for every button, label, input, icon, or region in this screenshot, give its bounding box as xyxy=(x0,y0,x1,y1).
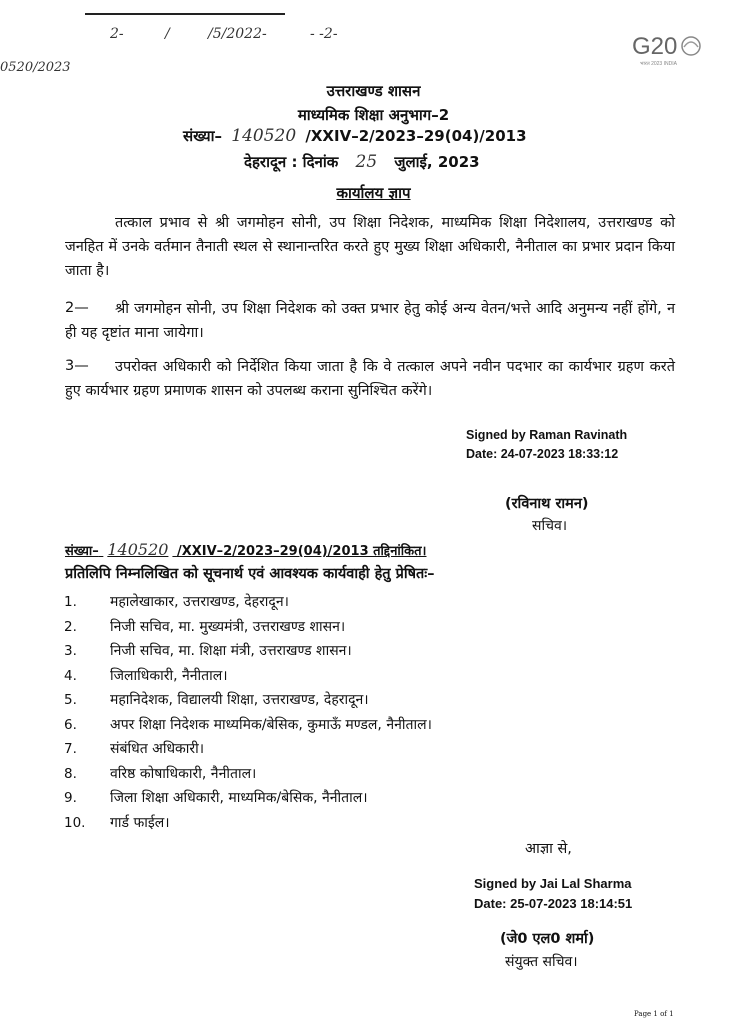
order-number xyxy=(183,126,527,146)
signature-2-signed-by: Signed by Jai Lal Sharma xyxy=(474,876,632,891)
list-item-number: 4. xyxy=(64,668,77,684)
order-number-handwritten: 140520 xyxy=(231,126,297,146)
list-item: अपर शिक्षा निदेशक माध्यमिक/बेसिक, कुमाऊँ मण्डल, नैनीताल। xyxy=(110,717,432,733)
signature-1-date: Date: 24-07-2023 18:33:12 xyxy=(466,447,619,461)
paragraph-2-number: 2— xyxy=(65,300,89,316)
list-item-number: 9. xyxy=(64,790,77,806)
copy-reference-prefix: संख्या– xyxy=(65,544,99,559)
list-item: जिला शिक्षा अधिकारी, माध्यमिक/बेसिक, नैनीताल। xyxy=(110,790,368,806)
signature-1-signed-by: Signed by Raman Ravinath xyxy=(466,428,628,442)
list-item: वरिष्ठ कोषाधिकारी, नैनीताल। xyxy=(110,766,257,782)
paragraph-3-number: 3— xyxy=(65,358,89,374)
paragraph-3: उपरोक्त अधिकारी को निर्देशित किया जाता है कि वे तत्काल अपने नवीन पदभार का कार्यभार ग्रहण करते हुए कार्यभार ग्रहण प्रमाणक शासन को उपलब्ध कराना सुनिश्चित करेंगे। xyxy=(65,359,675,399)
list-item: गार्ड फाईल। xyxy=(110,815,170,831)
copy-reference xyxy=(65,540,426,559)
margin-reference: 0520/2023 xyxy=(0,60,71,75)
list-item-number: 3. xyxy=(64,643,77,659)
signature-1-designation: सचिव। xyxy=(532,518,568,534)
copy-reference-handwritten: 140520 xyxy=(107,540,169,559)
list-item: निजी सचिव, मा. मुख्यमंत्री, उत्तराखण्ड शासन। xyxy=(110,619,346,635)
place-date xyxy=(244,152,480,172)
handwritten-ref-part3: /5/2022- xyxy=(208,26,267,42)
g20-logo-text: G20 xyxy=(632,33,678,60)
list-item-number: 6. xyxy=(64,717,77,733)
copy-reference-suffix: /XXIV–2/2023–29(04)/2013 तद्दिनांकित। xyxy=(176,544,427,559)
order-number-prefix: संख्या– xyxy=(183,127,223,145)
signature-2-designation: संयुक्त सचिव। xyxy=(505,954,578,970)
signature-2-date: Date: 25-07-2023 18:14:51 xyxy=(474,896,633,911)
org-name: उत्तराखण्ड शासन xyxy=(326,82,421,100)
memo-title: कार्यालय ज्ञाप xyxy=(336,184,411,202)
list-item: निजी सचिव, मा. शिक्षा मंत्री, उत्तराखण्ड शासन। xyxy=(110,643,352,659)
handwritten-ref-part4: - -2- xyxy=(310,26,338,42)
list-item-number: 1. xyxy=(64,594,77,610)
by-order: आज्ञा से, xyxy=(525,841,572,857)
place-date-prefix: देहरादून : दिनांक xyxy=(244,153,339,171)
paragraph-2: श्री जगमोहन सोनी, उप शिक्षा निदेशक को उक्त प्रभार हेतु कोई अन्य वेतन/भत्ते आदि अनुमन्य नहीं होंगे, न ही यह दृष्टांत माना जायेगा। xyxy=(65,301,675,341)
list-item-number: 8. xyxy=(64,766,77,782)
date-handwritten: 25 xyxy=(355,152,378,172)
g20-logo-sub: भारत 2023 INDIA xyxy=(640,61,677,67)
handwritten-ref-part1: 2- xyxy=(110,26,124,42)
copy-heading: प्रतिलिपि निम्नलिखित को सूचनार्थ एवं आवश्यक कार्यवाही हेतु प्रेषितः– xyxy=(65,566,435,582)
header-rule xyxy=(85,13,285,15)
list-item: जिलाधिकारी, नैनीताल। xyxy=(110,668,228,684)
list-item-number: 10. xyxy=(64,815,86,831)
list-item: महानिदेशक, विद्यालयी शिक्षा, उत्तराखण्ड, देहरादून। xyxy=(110,692,369,708)
list-item-number: 5. xyxy=(64,692,77,708)
page-footer: Page 1 of 1 xyxy=(634,1010,674,1018)
list-item: संबंधित अधिकारी। xyxy=(110,741,205,757)
list-item-number: 2. xyxy=(64,619,77,635)
list-item: महालेखाकार, उत्तराखण्ड, देहरादून। xyxy=(110,594,289,610)
order-number-suffix: /XXIV–2/2023–29(04)/2013 xyxy=(305,127,527,145)
signature-2-name: (जे0 एल0 शर्मा) xyxy=(500,931,595,947)
place-date-suffix: जुलाई, 2023 xyxy=(394,153,480,171)
signature-1-name: (रविनाथ रामन) xyxy=(505,496,589,512)
paragraph-1: तत्काल प्रभाव से श्री जगमोहन सोनी, उप शिक्षा निदेशक, माध्यमिक शिक्षा निदेशालय, उत्तराखण्ड को जनहित में उनके वर्तमान तैनाती स्थल से स्थानान्तरित करते हुए मुख्य शिक्षा अधिकारी, नैनीताल का प्रभार प्रदान किया जाता है। xyxy=(65,215,675,279)
section-name: माध्यमिक शिक्षा अनुभाग–2 xyxy=(297,106,450,124)
g20-logo xyxy=(632,30,712,70)
handwritten-ref-part2: / xyxy=(165,26,170,42)
list-item-number: 7. xyxy=(64,741,77,757)
